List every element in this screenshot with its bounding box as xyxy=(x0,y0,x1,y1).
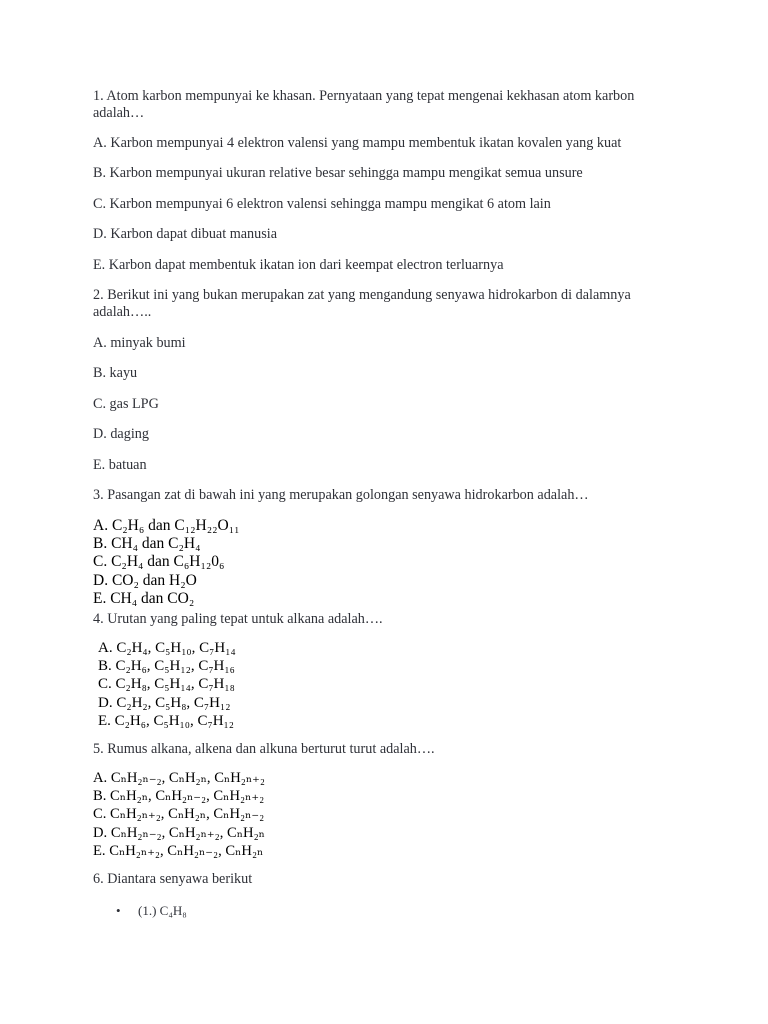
q2-option-e: E. batuan xyxy=(93,457,147,473)
q4-question: 4. Urutan yang paling tepat untuk alkana adalah…. xyxy=(93,611,383,627)
q5-question: 5. Rumus alkana, alkena dan alkuna berturut turut adalah…. xyxy=(93,741,435,757)
q1-option-c: C. Karbon mempunyai 6 elektron valensi sehingga mampu mengikat 6 atom lain xyxy=(93,196,551,212)
q2-option-c: C. gas LPG xyxy=(93,396,159,412)
q3-option-a: A. C₂H₆ dan C₁₂H₂₂O₁₁ xyxy=(93,517,240,534)
q3-question: 3. Pasangan zat di bawah ini yang merupakan golongan senyawa hidrokarbon adalah… xyxy=(93,487,589,503)
q4-option-e: E. C₂H₆, C₅H₁₀, C₇H₁₂ xyxy=(98,712,235,729)
q6-item-1: (1.) C₄H₈ xyxy=(138,903,187,918)
q1-option-a: A. Karbon mempunyai 4 elektron valensi yang mampu membentuk ikatan kovalen yang kuat xyxy=(93,135,622,151)
q1-option-e: E. Karbon dapat membentuk ikatan ion dari keempat electron terluarnya xyxy=(93,257,504,273)
q2-question: 2. Berikut ini yang bukan merupakan zat yang mengandung senyawa hidrokarbon di dalamnya adalah….. xyxy=(93,287,631,320)
q3-option-e: E. CH₄ dan CO₂ xyxy=(93,589,195,607)
q5-option-c: C. CₙH₂ₙ₊₂, CₙH₂ₙ, CₙH₂ₙ₋₂ xyxy=(93,806,265,823)
q3-option-b: B. CH₄ dan C₂H₄ xyxy=(93,535,201,553)
q6-list-item xyxy=(116,903,187,919)
q6-question: 6. Diantara senyawa berikut xyxy=(93,871,253,887)
q2-option-b: B. kayu xyxy=(93,365,138,381)
q5-option-a: A. CₙH₂ₙ₋₂, CₙH₂ₙ, CₙH₂ₙ₊₂ xyxy=(93,770,265,786)
q4-option-d: D. C₂H₂, C₅H₈, C₇H₁₂ xyxy=(98,694,231,711)
bullet-icon: • xyxy=(116,903,121,918)
q5-option-b: B. CₙH₂ₙ, CₙH₂ₙ₋₂, CₙH₂ₙ₊₂ xyxy=(93,788,265,805)
q2-option-a: A. minyak bumi xyxy=(93,335,186,351)
q3-option-c: C. C₂H₄ dan C₆H₁₂0₆ xyxy=(93,553,225,571)
q4-option-b: B. C₂H₆, C₅H₁₂, C₇H₁₆ xyxy=(98,658,235,675)
q4-options-image xyxy=(98,639,236,730)
q1-question: 1. Atom karbon mempunyai ke khasan. Pernyataan yang tepat mengenai kekhasan atom karbon adalah… xyxy=(93,88,635,121)
q4-option-a: A. C₂H₄, C₅H₁₀, C₇H₁₄ xyxy=(98,640,236,656)
q2-option-d: D. daging xyxy=(93,426,149,442)
q3-options-image xyxy=(93,517,240,608)
q1-option-b: B. Karbon mempunyai ukuran relative besar sehingga mampu mengikat semua unsure xyxy=(93,165,583,181)
q5-options-image xyxy=(93,769,265,860)
q3-option-d: D. CO₂ dan H₂O xyxy=(93,571,197,589)
q5-option-d: D. CₙH₂ₙ₋₂, CₙH₂ₙ₊₂, CₙH₂ₙ xyxy=(93,824,265,841)
q1-option-d: D. Karbon dapat dibuat manusia xyxy=(93,226,277,242)
q5-option-e: E. CₙH₂ₙ₊₂, CₙH₂ₙ₋₂, CₙH₂ₙ xyxy=(93,842,264,859)
q4-option-c: C. C₂H₈, C₅H₁₄, C₇H₁₈ xyxy=(98,676,235,693)
